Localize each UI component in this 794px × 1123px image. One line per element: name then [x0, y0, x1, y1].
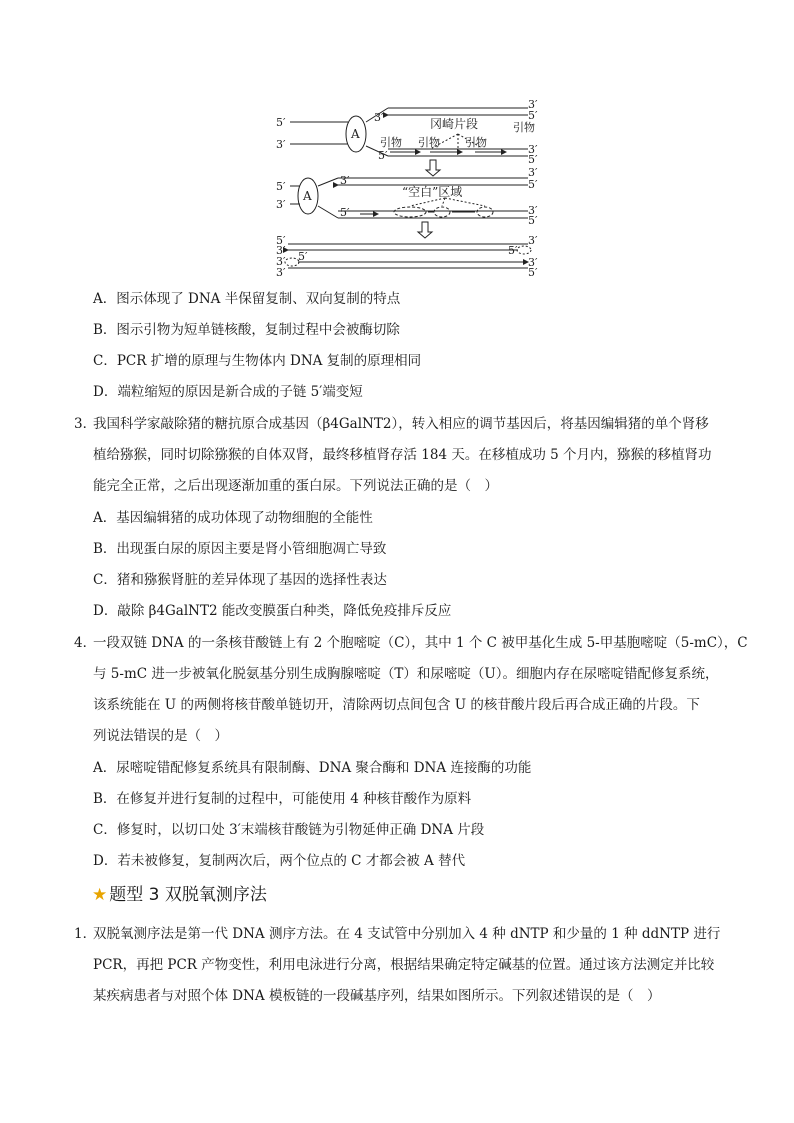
label-5prime-r3: 5′ [528, 178, 538, 191]
label-5prime-top-left: 5′ [276, 116, 286, 129]
primer-label-3: 引物 [465, 136, 487, 149]
enzyme-a-mid: A [303, 189, 312, 203]
primer-label-2: 引物 [418, 136, 440, 149]
label-3prime-b2b: 3′ [276, 266, 286, 279]
q4-option-c: C．修复时，以切口处 3′末端核苷酸链为引物延伸正确 DNA 片段 [93, 822, 485, 838]
q2-option-a: A．图示体现了 DNA 半保留复制、双向复制的特点 [93, 291, 401, 307]
label-3prime-b1: 3′ [276, 244, 286, 257]
q3-stem-line-2: 植给猕猴，同时切除猕猴的自体双肾，最终移植肾存活 184 天。在移植成功 5 个月内，猕猴的移植肾功 [93, 447, 712, 463]
q4-number: 4． [74, 635, 97, 651]
label-3prime-mid-left: 3′ [276, 198, 286, 211]
label-5prime-lower: 5′ [378, 149, 388, 162]
label-3prime-b2r: 3′ [528, 256, 538, 269]
q4-stem-line-2: 与 5-mC 进一步被氧化脱氨基分别生成胸腺嘧啶（T）和尿嘧啶（U）。细胞内存在尿嘧啶错配修复系统， [93, 666, 719, 682]
q4-option-b: B．在修复并进行复制的过程中，可能使用 4 种核苷酸作为原料 [93, 791, 472, 807]
label-3prime-mid: 3′ [340, 174, 350, 187]
q3-option-c: C．猪和猕猴肾脏的差异体现了基因的选择性表达 [93, 572, 387, 588]
label-5prime-mid: 5′ [340, 206, 350, 219]
label-3prime-top-left: 3′ [276, 138, 286, 151]
q3-stem-line-3: 能完全正常，之后出现逐渐加重的蛋白尿。下列说法正确的是（ ） [93, 478, 498, 494]
q4-option-a: A．尿嘧啶错配修复系统具有限制酶、DNA 聚合酶和 DNA 连接酶的功能 [93, 760, 532, 776]
q3-option-d: D．敲除 β4GalNT2 能改变膜蛋白种类，降低免疫排斥反应 [93, 603, 452, 619]
q4-option-d: D．若未被修复，复制两次后，两个位点的 C 才都会被 A 替代 [93, 853, 466, 869]
q1-stem-line-3: 某疾病患者与对照个体 DNA 模板链的一段碱基序列，结果如图所示。下列叙述错误的是（ ） [93, 988, 661, 1004]
label-3prime-r3: 3′ [528, 166, 538, 179]
q1-stem-line-2: PCR，再把 PCR 产物变性，利用电泳进行分离，根据结果确定特定碱基的位置。通过该方法测定并比较 [93, 957, 715, 973]
section-title: 题型 3 双脱氧测序法 [109, 885, 267, 905]
label-3prime-r2: 3′ [528, 143, 538, 156]
label-5prime-b2: 5′ [298, 250, 308, 263]
q2-option-b: B．图示引物为短单链核酸，复制过程中会被酶切除 [93, 322, 400, 338]
q4-stem-line-4: 列说法错误的是（ ） [93, 728, 228, 744]
label-5prime-r1: 5′ [528, 109, 538, 122]
dna-replication-diagram [270, 96, 550, 281]
q1-stem-line-1: 双脱氧测序法是第一代 DNA 测序方法。在 4 支试管中分别加入 4 种 dNTP 和少量的 1 种 ddNTP 进行 [93, 926, 721, 942]
gap-region-label: “空白”区域 [402, 185, 463, 199]
label-3prime-r1: 3′ [528, 98, 538, 111]
enzyme-a-top: A [351, 127, 360, 141]
q2-option-c: C．PCR 扩增的原理与生物体内 DNA 复制的原理相同 [93, 353, 422, 369]
q4-stem-line-1: 一段双链 DNA 的一条核苷酸链上有 2 个胞嘧啶（C），其中 1 个 C 被甲基化生成 5-甲基胞嘧啶（5-mC），C [93, 635, 748, 651]
label-3prime-r4: 3′ [528, 204, 538, 217]
label-5prime-b2r: 5′ [528, 266, 538, 279]
q4-stem-line-3: 该系统能在 U 的两侧将核苷酸单链切开，清除两切点间包含 U 的核苷酸片段后再合成正确的片段。下 [93, 697, 700, 713]
q3-stem-line-1: 我国科学家敲除猪的糖抗原合成基因（β4GalNT2），转入相应的调节基因后，将基因编辑猪的单个肾移 [93, 416, 709, 432]
section-heading [92, 880, 267, 905]
okazaki-label: 冈崎片段 [430, 117, 479, 131]
q3-option-b: B．出现蛋白尿的原因主要是肾小管细胞凋亡导致 [93, 541, 387, 557]
star-icon: ★ [92, 885, 108, 905]
label-3prime-upper: 3′ [374, 111, 384, 124]
q3-number: 3． [74, 416, 97, 432]
q2-option-d: D．端粒缩短的原因是新合成的子链 5′端变短 [93, 384, 363, 400]
label-3prime-b1r: 3′ [528, 234, 538, 247]
label-5prime-mid-left: 5′ [276, 180, 286, 193]
label-5prime-b1: 5′ [276, 234, 286, 247]
label-3prime-b2: 3′ [276, 255, 286, 268]
q1-number: 1． [74, 926, 97, 942]
label-5prime-r2: 5′ [528, 153, 538, 166]
q3-option-a: A．基因编辑猪的成功体现了动物细胞的全能性 [93, 510, 373, 526]
primer-label-right: 引物 [513, 121, 535, 134]
primer-label-1: 引物 [380, 136, 402, 149]
label-5prime-r4: 5′ [528, 214, 538, 227]
label-5prime-b1r: 5′ [508, 244, 518, 257]
